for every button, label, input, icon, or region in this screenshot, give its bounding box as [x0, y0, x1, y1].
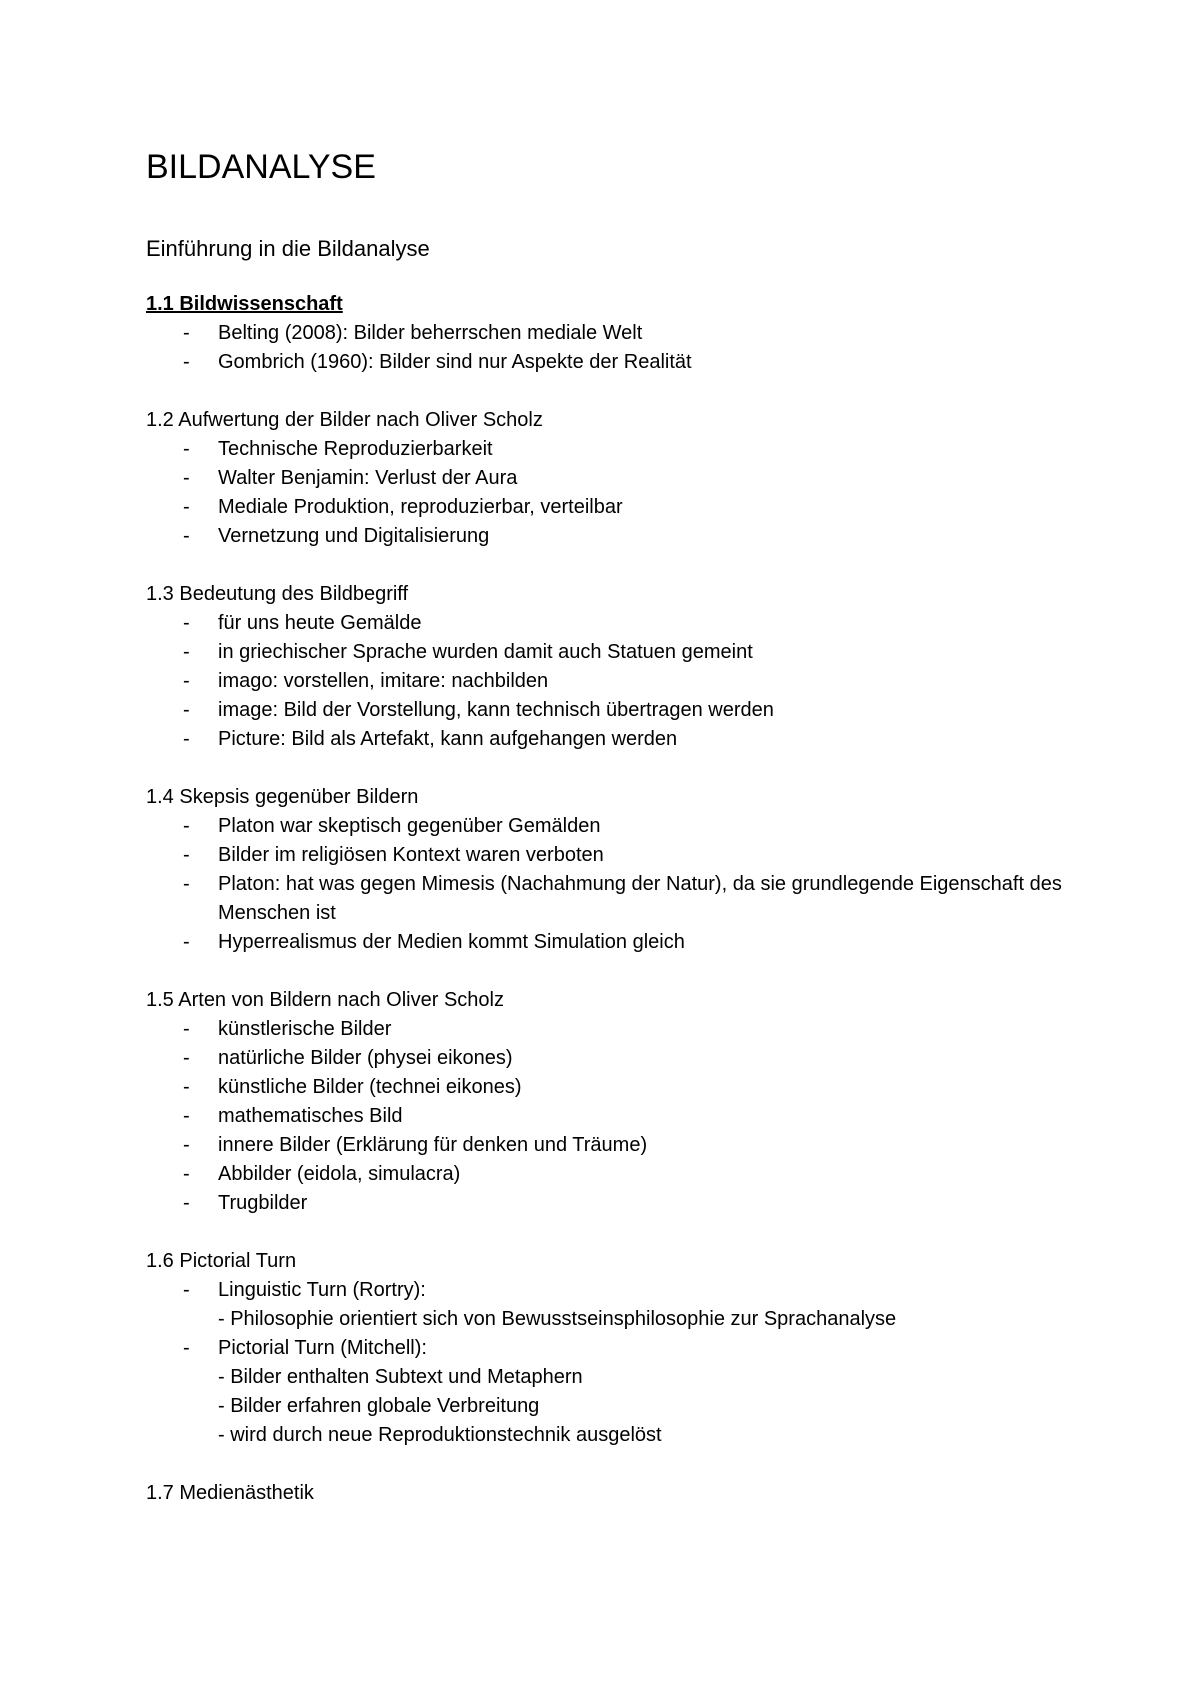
bullet-list	[146, 609, 1066, 754]
bullet-text: - künstlerische Bilder	[218, 1018, 392, 1040]
bullet-list	[146, 1276, 1066, 1450]
section-heading: 1.4 Skepsis gegenüber Bildern	[146, 786, 419, 808]
document-page	[146, 142, 1066, 1537]
section	[146, 406, 1066, 551]
bullet-item	[146, 696, 1066, 725]
bullet-text: - Mediale Produktion, reproduzierbar, verteilbar	[218, 496, 623, 518]
bullet-item	[146, 1044, 1066, 1073]
section	[146, 580, 1066, 754]
bullet-item	[146, 493, 1066, 522]
document-title: BILDANALYSE	[146, 148, 376, 186]
section	[146, 1247, 1066, 1450]
section	[146, 1479, 1066, 1508]
bullet-item	[146, 1334, 1066, 1450]
sub-bullet-text: - Bilder enthalten Subtext und Metaphern	[218, 1366, 583, 1388]
bullet-text: - Pictorial Turn (Mitchell):	[218, 1337, 427, 1359]
bullet-text: - natürliche Bilder (physei eikones)	[218, 1047, 513, 1069]
bullet-item	[146, 841, 1066, 870]
section	[146, 986, 1066, 1218]
bullet-text: - innere Bilder (Erklärung für denken und Träume)	[218, 1134, 648, 1156]
bullet-text: - Platon war skeptisch gegenüber Gemälden	[218, 815, 601, 837]
bullet-item	[146, 348, 1066, 377]
sub-bullet-text: - wird durch neue Reproduktionstechnik ausgelöst	[218, 1424, 662, 1446]
bullet-text: - Gombrich (1960): Bilder sind nur Aspekte der Realität	[218, 351, 692, 373]
bullet-text: - mathematisches Bild	[218, 1105, 403, 1127]
section	[146, 290, 1066, 377]
section-heading: 1.7 Medienästhetik	[146, 1482, 314, 1504]
bullet-text: - image: Bild der Vorstellung, kann technisch übertragen werden	[218, 699, 774, 721]
bullet-text: - Vernetzung und Digitalisierung	[218, 525, 490, 547]
bullet-item	[146, 1189, 1066, 1218]
bullet-item	[146, 1015, 1066, 1044]
bullet-item	[146, 1276, 1066, 1334]
bullet-item	[146, 464, 1066, 493]
bullet-text: - Walter Benjamin: Verlust der Aura	[218, 467, 518, 489]
bullet-text: - Hyperrealismus der Medien kommt Simulation gleich	[218, 931, 685, 953]
bullet-item	[146, 1160, 1066, 1189]
bullet-item	[146, 435, 1066, 464]
section	[146, 783, 1066, 957]
sections-container	[146, 290, 1066, 1508]
bullet-item	[146, 667, 1066, 696]
bullet-text: - in griechischer Sprache wurden damit auch Statuen gemeint	[218, 641, 753, 663]
bullet-text: - Abbilder (eidola, simulacra)	[218, 1163, 461, 1185]
bullet-text: - Bilder im religiösen Kontext waren verboten	[218, 844, 604, 866]
bullet-item	[146, 870, 1066, 928]
bullet-text: - Technische Reproduzierbarkeit	[218, 438, 493, 460]
bullet-text: - Belting (2008): Bilder beherrschen mediale Welt	[218, 322, 643, 344]
bullet-text: - Platon: hat was gegen Mimesis (Nachahmung der Natur), da sie grundlegende Eigenschaft des Menschen ist	[218, 873, 1062, 924]
section-heading: 1.2 Aufwertung der Bilder nach Oliver Scholz	[146, 409, 543, 431]
bullet-text: - für uns heute Gemälde	[218, 612, 422, 634]
section-heading: 1.1 Bildwissenschaft	[146, 293, 343, 315]
bullet-item	[146, 725, 1066, 754]
bullet-item	[146, 522, 1066, 551]
document-subtitle: Einführung in die Bildanalyse	[146, 236, 430, 261]
bullet-text: - imago: vorstellen, imitare: nachbilden	[218, 670, 549, 692]
section-heading: 1.5 Arten von Bildern nach Oliver Scholz	[146, 989, 504, 1011]
sub-bullet-text: - Philosophie orientiert sich von Bewusstseinsphilosophie zur Sprachanalyse	[218, 1308, 897, 1330]
section-heading: 1.3 Bedeutung des Bildbegriff	[146, 583, 409, 605]
bullet-list	[146, 1015, 1066, 1218]
bullet-item	[146, 609, 1066, 638]
bullet-item	[146, 638, 1066, 667]
sub-bullet-text: - Bilder erfahren globale Verbreitung	[218, 1395, 540, 1417]
section-heading: 1.6 Pictorial Turn	[146, 1250, 297, 1272]
bullet-item	[146, 928, 1066, 957]
bullet-list	[146, 435, 1066, 551]
bullet-item	[146, 1102, 1066, 1131]
bullet-text: - Linguistic Turn (Rortry):	[218, 1279, 426, 1301]
bullet-text: - Trugbilder	[218, 1192, 308, 1214]
bullet-list	[146, 319, 1066, 377]
bullet-list	[146, 812, 1066, 957]
bullet-item	[146, 812, 1066, 841]
bullet-text: - künstliche Bilder (technei eikones)	[218, 1076, 522, 1098]
bullet-item	[146, 319, 1066, 348]
bullet-item	[146, 1131, 1066, 1160]
bullet-text: - Picture: Bild als Artefakt, kann aufgehangen werden	[218, 728, 678, 750]
bullet-item	[146, 1073, 1066, 1102]
